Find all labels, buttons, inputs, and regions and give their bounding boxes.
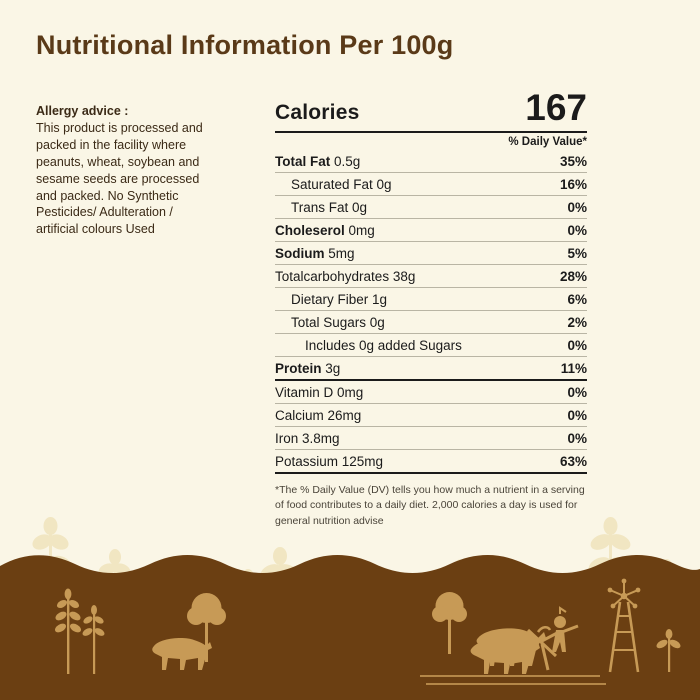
nutrient-rows: [275, 150, 587, 474]
nutrient-daily-value: 0%: [567, 385, 587, 401]
nutrient-name: Sodium 5mg: [275, 246, 355, 262]
nutrient-row: [275, 150, 587, 173]
nutrient-daily-value: 0%: [567, 223, 587, 239]
nutrient-row: [275, 334, 587, 357]
nutrient-name: Saturated Fat 0g: [291, 177, 392, 193]
nutrient-name: Protein 3g: [275, 361, 341, 377]
nutrient-daily-value: 2%: [567, 315, 587, 331]
page-title: Nutritional Information Per 100g: [36, 30, 454, 60]
nutrient-daily-value: 16%: [559, 177, 587, 193]
nutrient-row: [275, 357, 587, 381]
nutrient-daily-value: 0%: [567, 338, 587, 354]
calories-value: 167: [525, 87, 587, 128]
calories-label: Calories: [275, 101, 360, 125]
nutrient-name: Total Fat 0.5g: [275, 154, 361, 170]
nutrient-name: Dietary Fiber 1g: [291, 292, 388, 308]
calories-row: [275, 87, 587, 128]
nutrient-row: [275, 196, 587, 219]
allergy-advice-heading: Allergy advice :: [36, 104, 129, 118]
nutrient-row: [275, 427, 587, 450]
nutrient-name: Vitamin D 0mg: [275, 385, 364, 401]
nutrient-row: [275, 311, 587, 334]
nutrient-daily-value: 0%: [567, 408, 587, 424]
nutrient-daily-value: 28%: [559, 269, 587, 285]
nutrient-name: Potassium 125mg: [275, 454, 384, 470]
nutrient-name: Iron 3.8mg: [275, 431, 340, 447]
nutrient-name: Trans Fat 0g: [291, 200, 368, 216]
nutrient-row: [275, 265, 587, 288]
nutrient-row: [275, 173, 587, 196]
nutrient-row: [275, 219, 587, 242]
soil-ground: [0, 555, 700, 700]
nutrient-daily-value: 5%: [567, 246, 587, 262]
nutrient-name: Totalcarbohydrates 38g: [275, 269, 416, 285]
nutrient-daily-value: 0%: [567, 431, 587, 447]
nutrient-row: [275, 381, 587, 404]
nutrient-name: Choleserol 0mg: [275, 223, 375, 239]
nutrient-name: Total Sugars 0g: [291, 315, 385, 331]
nutrient-name: Calcium 26mg: [275, 408, 362, 424]
nutrient-daily-value: 35%: [559, 154, 587, 170]
nutrient-daily-value: 63%: [559, 454, 587, 470]
nutrient-row: [275, 450, 587, 474]
nutrient-name: Includes 0g added Sugars: [305, 338, 462, 354]
nutrient-row: [275, 242, 587, 265]
nutrient-daily-value: 0%: [567, 200, 587, 216]
nutrient-daily-value: 6%: [567, 292, 587, 308]
nutrient-row: [275, 404, 587, 427]
daily-value-footnote: *The % Daily Value (DV) tells you how much a nutrient in a serving of food contributes to a daily diet. 2,000 calories a day is used for general nutrition advise: [275, 484, 585, 527]
nutrient-daily-value: 11%: [560, 361, 587, 377]
allergy-advice-block: [36, 104, 214, 238]
nutrition-facts-panel: [275, 87, 587, 529]
allergy-advice-text: This product is processed and packed in the facility where peanuts, wheat, soybean and sesame seeds are processed and packed. No Synthetic Pesticides/ Adulteration / artificial colours Used: [36, 121, 203, 237]
daily-value-header: % Daily Value*: [508, 136, 587, 149]
nutrient-row: [275, 288, 587, 311]
